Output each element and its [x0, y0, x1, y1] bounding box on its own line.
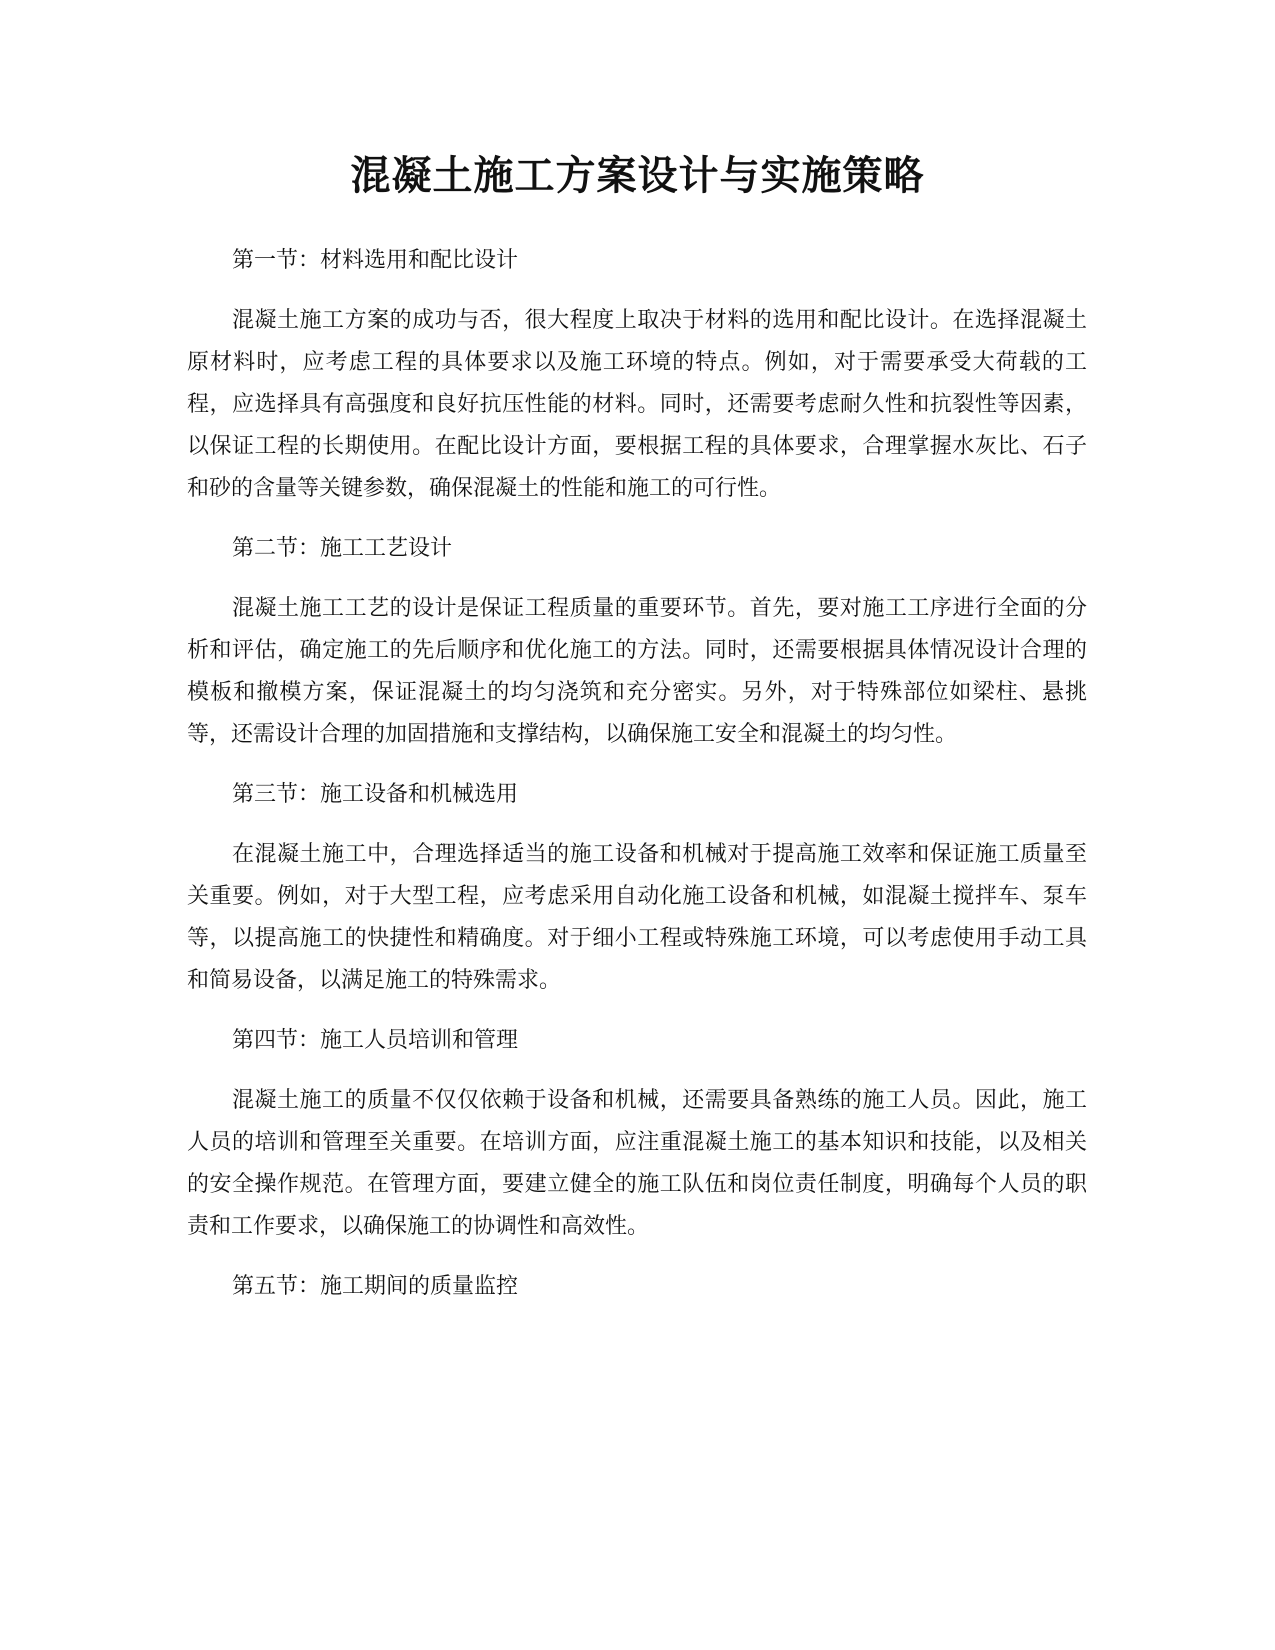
document-body: [187, 240, 1087, 1308]
section-paragraph-1: 混凝土施工方案的成功与否，很大程度上取决于材料的选用和配比设计。在选择混凝土原材料时，应考虑工程的具体要求以及施工环境的特点。例如，对于需要承受大荷载的工程，应选择具有高强度和良好抗压性能的材料。同时，还需要考虑耐久性和抗裂性等因素，以保证工程的长期使用。在配比设计方面，要根据工程的具体要求，合理掌握水灰比、石子和砂的含量等关键参数，确保混凝土的性能和施工的可行性。: [187, 308, 1087, 501]
section-paragraph-3: 在混凝土施工中，合理选择适当的施工设备和机械对于提高施工效率和保证施工质量至关重要。例如，对于大型工程，应考虑采用自动化施工设备和机械，如混凝土搅拌车、泵车等，以提高施工的快捷性和精确度。对于细小工程或特殊施工环境，可以考虑使用手动工具和简易设备，以满足施工的特殊需求。: [187, 842, 1087, 993]
section-paragraph-2: 混凝土施工工艺的设计是保证工程质量的重要环节。首先，要对施工工序进行全面的分析和评估，确定施工的先后顺序和优化施工的方法。同时，还需要根据具体情况设计合理的模板和撤模方案，保证混凝土的均匀浇筑和充分密实。另外，对于特殊部位如梁柱、悬挑等，还需设计合理的加固措施和支撑结构，以确保施工安全和混凝土的均匀性。: [187, 596, 1087, 747]
section-heading-4: 第四节：施工人员培训和管理: [232, 1028, 519, 1053]
section-heading-3: 第三节：施工设备和机械选用: [232, 782, 519, 807]
section-heading-1: 第一节：材料选用和配比设计: [232, 248, 519, 273]
section-heading-2: 第二节：施工工艺设计: [232, 536, 453, 561]
section-heading-5: 第五节：施工期间的质量监控: [232, 1274, 519, 1299]
section-paragraph-4: 混凝土施工的质量不仅仅依赖于设备和机械，还需要具备熟练的施工人员。因此，施工人员的培训和管理至关重要。在培训方面，应注重混凝土施工的基本知识和技能，以及相关的安全操作规范。在管理方面，要建立健全的施工队伍和岗位责任制度，明确每个人员的职责和工作要求，以确保施工的协调性和高效性。: [187, 1088, 1087, 1239]
document-title: 混凝土施工方案设计与实施策略: [350, 153, 925, 199]
